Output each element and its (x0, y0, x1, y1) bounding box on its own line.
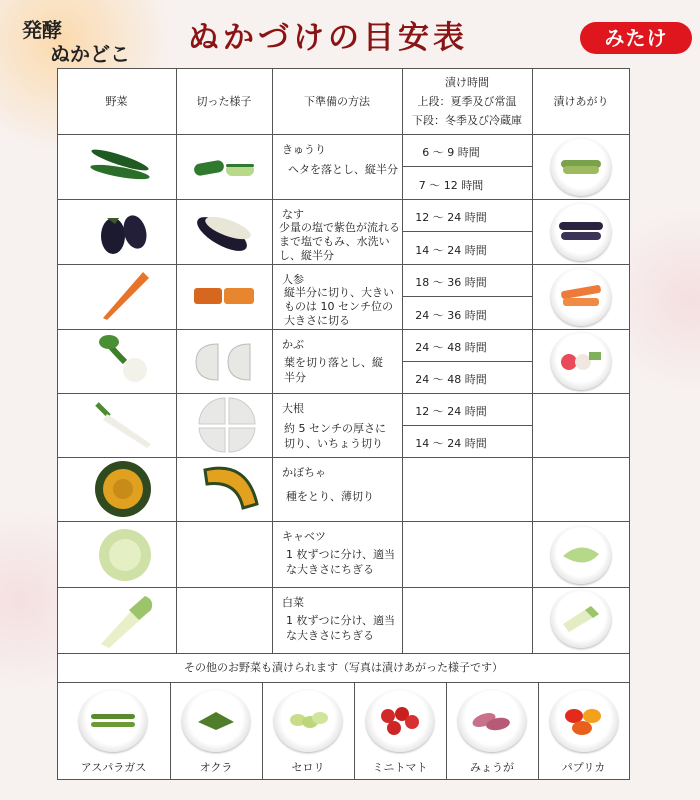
cut-turnip-photo (192, 340, 258, 384)
col-header-result: 漬けあがり (553, 94, 609, 108)
pickled-cabbage-icon (561, 540, 601, 570)
time-summer-turnip: 24 ～ 48 時間 (415, 341, 487, 354)
prep-eggplant (272, 199, 402, 264)
prep-desc: 縦半分に切り、大きいものは 10 センチ位の大きさに切る (284, 286, 394, 327)
time-summer-daikon: 12 ～ 24 時間 (415, 405, 487, 418)
pickled-napa-cabbage-icon (561, 604, 601, 634)
veg-name: かぼちゃ (282, 466, 326, 479)
logo-line-1: 発酵 (22, 18, 62, 42)
cut-daikon-photo (197, 396, 257, 454)
time-summer-carrot: 18 ～ 36 時間 (415, 276, 487, 289)
pickling-time-title: 漬け時間 (445, 76, 489, 89)
pickled-eggplant-icon (557, 218, 605, 246)
veg-name: キャベツ (282, 530, 326, 543)
time-winter-carrot: 24 ～ 36 時間 (415, 309, 487, 322)
logo-line-2: ぬかどこ (50, 42, 130, 66)
napa-cabbage-photo (95, 590, 157, 650)
prep-napa-cabbage (272, 587, 402, 653)
veg-name: かぶ (282, 338, 304, 351)
cut-carrot-photo (192, 282, 258, 310)
time-winter-turnip: 24 ～ 48 時間 (415, 373, 487, 386)
brand-logo: みたけ (580, 22, 692, 54)
prep-cucumber (272, 134, 402, 199)
pickling-time-lower-note: 下段：冬季及び冷蔵庫 (412, 114, 522, 127)
veg-name: きゅうり (282, 143, 326, 156)
myoga-icon (470, 706, 514, 736)
veg-name: 大根 (282, 402, 304, 415)
cut-cucumber-photo (192, 156, 258, 182)
pickled-turnip-icon (559, 348, 603, 376)
pickled-carrot-icon (559, 284, 603, 310)
pickled-cucumber-icon (559, 154, 603, 178)
other-label-myoga: みょうが (470, 761, 514, 774)
prep-desc: 1 枚ずつに分け、適当な大きさにちぎる (286, 548, 396, 576)
prep-pumpkin (272, 457, 402, 521)
pickling-guide-table (57, 68, 630, 780)
col-header-pickling-time (402, 74, 532, 134)
eggplant-photo (95, 208, 155, 254)
fermented-nukadoko-logo (14, 10, 164, 66)
prep-desc: 葉を切り落とし、縦半分 (284, 356, 383, 384)
prep-desc: ヘタを落とし、縦半分 (288, 163, 398, 176)
prep-cabbage (272, 521, 402, 587)
prep-desc: 少量の塩で紫色が流れるまで塩でもみ、水洗いし、縦半分 (279, 221, 400, 262)
veg-name: 白菜 (282, 596, 304, 609)
other-label-okra: オクラ (199, 761, 233, 774)
time-winter-cucumber: 7 ～ 12 時間 (418, 179, 484, 192)
celery-icon (286, 708, 330, 734)
veg-name: なす (282, 208, 304, 221)
page-title: ぬかづけの目安表 (188, 20, 468, 56)
prep-desc: 1 枚ずつに分け、適当な大きさにちぎる (286, 614, 396, 642)
prep-carrot (272, 264, 402, 329)
prep-daikon (272, 393, 402, 457)
carrot-photo (97, 268, 153, 324)
cabbage-photo (95, 526, 155, 584)
cherry-tomato-icon (378, 704, 422, 738)
col-header-vegetable: 野菜 (105, 94, 128, 108)
other-label-asparagus: アスパラガス (80, 761, 147, 774)
prep-turnip (272, 329, 402, 393)
turnip-photo (95, 332, 155, 390)
cut-pumpkin-photo (197, 460, 263, 518)
col-header-cut-state: 切った様子 (196, 94, 252, 108)
pickling-time-upper-note: 上段：夏季及び常温 (417, 95, 517, 108)
time-winter-eggplant: 14 ～ 24 時間 (415, 244, 487, 257)
other-vegetables-note: その他のお野菜も漬けられます（写真は漬けあがった様子です） (184, 661, 503, 674)
cut-eggplant-photo (192, 208, 258, 256)
okra-icon (194, 708, 238, 734)
time-winter-daikon: 14 ～ 24 時間 (415, 437, 487, 450)
paprika-icon (562, 704, 606, 738)
time-summer-eggplant: 12 ～ 24 時間 (415, 211, 487, 224)
prep-desc: 種をとり、薄切り (286, 490, 374, 503)
pumpkin-photo (91, 460, 155, 518)
prep-desc: 約 5 センチの厚さに切り、いちょう切り (284, 422, 386, 450)
cucumber-photo (87, 148, 153, 186)
col-header-prep-method: 下準備の方法 (304, 94, 370, 108)
other-label-paprika: パプリカ (561, 761, 606, 774)
asparagus-icon (89, 708, 137, 734)
other-label-cherry-tomato: ミニトマト (372, 761, 428, 774)
time-summer-cucumber: 6 ～ 9 時間 (422, 146, 480, 159)
daikon-photo (93, 398, 157, 452)
veg-name: 人参 (282, 273, 304, 286)
other-label-celery: セロリ (291, 761, 325, 774)
